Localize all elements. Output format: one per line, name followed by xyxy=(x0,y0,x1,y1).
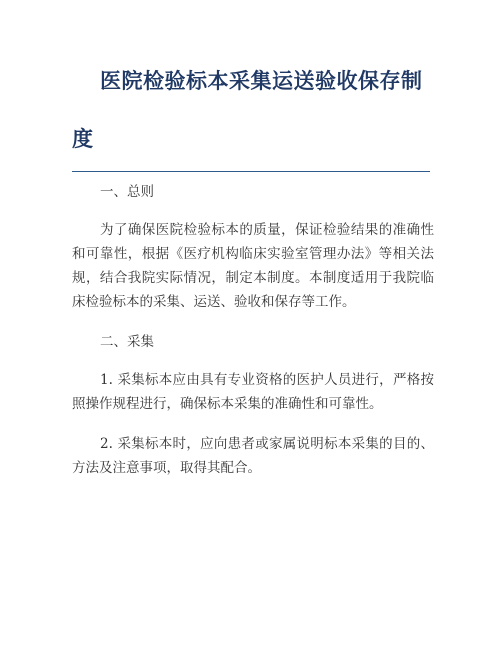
title-divider xyxy=(72,171,430,172)
collection-item-2: 2. 采集标本时，应向患者或家属说明标本采集的目的、方法及注意事项，取得其配合。 xyxy=(72,436,434,476)
document-body xyxy=(72,180,434,480)
collection-item-1: 1. 采集标本应由具有专业资格的医护人员进行，严格按照操作规程进行，确保标本采集的准确性和可靠性。 xyxy=(72,372,434,412)
document-title: 医院检验标本采集运送验收保存制度 xyxy=(72,69,423,151)
section-heading-collection: 二、采集 xyxy=(100,334,154,350)
general-paragraph: 为了确保医院检验标本的质量，保证检验结果的准确性和可靠性，根据《医疗机构临床实验室管理办法》等相关法规，结合我院实际情况，制定本制度。本制度适用于我院临床检验标本的采集、运送、验收和保存等工作。 xyxy=(72,222,434,310)
section-heading-general: 一、总则 xyxy=(100,184,154,200)
